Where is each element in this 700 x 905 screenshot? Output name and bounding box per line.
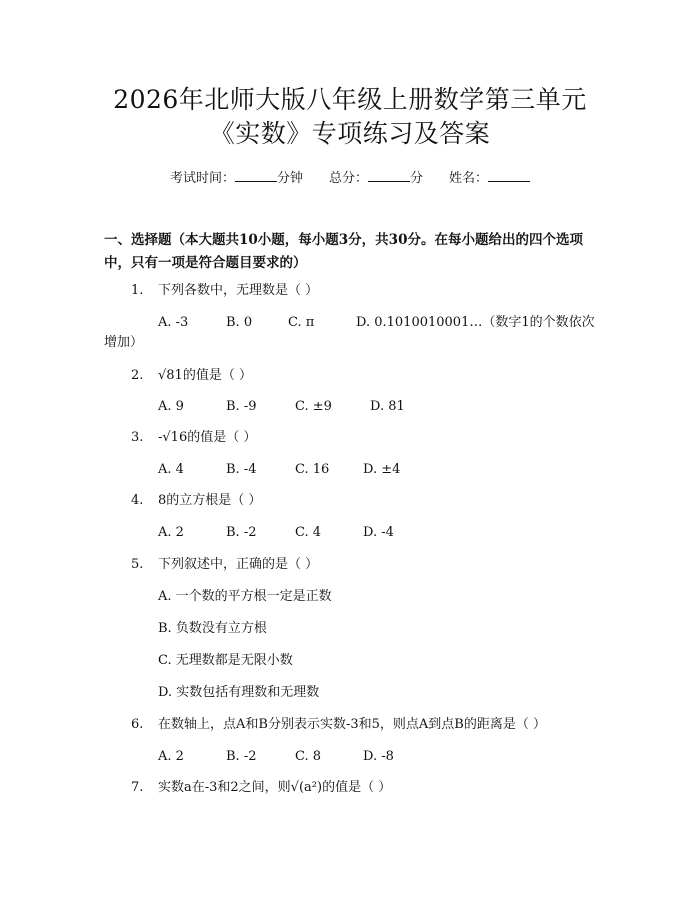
question-text: 下列各数中，无理数是（ ） [158,283,319,298]
option-c: C. ±9 [295,399,332,414]
option-d: D. -4 [363,525,394,540]
option-a: A. 9 [158,399,184,414]
question-6 [131,716,546,734]
option-a: A. 2 [158,525,184,540]
question-number: 2. [131,368,144,383]
option-d-continuation: 增加） [104,335,144,350]
option-b: B. 0 [226,315,253,330]
option-c: C. π [288,315,315,330]
question-5-option-a: A. 一个数的平方根一定是正数 [158,589,332,604]
score-label: 总分： [328,171,368,186]
question-text: √81的值是（ ） [158,368,252,383]
question-5 [131,556,318,574]
question-3 [131,429,256,447]
question-text: -√16的值是（ ） [158,430,257,445]
question-number: 7. [131,780,144,795]
question-text: 在数轴上，点A和B分别表示实数-3和5，则点A到点B的距离是（ ） [158,717,546,732]
doc-title-line1: 2026年北师大版八年级上册数学第三单元 [113,85,587,114]
name-blank [488,169,530,182]
question-text: 实数a在-3和2之间，则√(a²)的值是（ ） [158,780,392,795]
time-unit: 分钟 [276,171,303,186]
question-text: 8的立方根是（ ） [158,493,262,508]
option-c: C. 16 [295,462,330,477]
question-5-option-d: D. 实数包括有理数和无理数 [158,685,320,700]
question-5-option-c: C. 无理数都是无限小数 [158,653,293,668]
option-d: D. -8 [363,749,394,764]
question-number: 3. [131,430,144,445]
question-number: 6. [131,717,144,732]
question-number: 1. [131,283,144,298]
question-5-option-b: B. 负数没有立方根 [158,621,267,636]
option-b: B. -2 [226,749,257,764]
time-blank [235,169,277,182]
option-b: B. -2 [226,525,257,540]
option-b: B. -9 [226,399,257,414]
exam-meta [0,169,700,188]
score-blank [368,169,410,182]
option-d: D. 0.1010010001…（数字1的个数依次 [356,315,595,330]
question-7 [131,779,391,797]
option-d: D. ±4 [363,462,401,477]
doc-title-line2: 《实数》专项练习及答案 [209,119,491,148]
option-a: A. 2 [158,749,184,764]
question-1 [131,282,318,300]
score-unit: 分 [410,171,424,186]
question-number: 5. [131,557,144,572]
option-c: C. 8 [295,749,322,764]
question-text: 下列叙述中，正确的是（ ） [158,557,319,572]
option-a: A. -3 [158,315,189,330]
option-b: B. -4 [226,462,257,477]
section-heading: 一、选择题（本大题共10小题，每小题3分，共30分。在每小题给出的四个选项中，只有一项是符合题目要求的） [104,232,583,271]
question-2 [131,367,252,385]
option-c: C. 4 [295,525,322,540]
question-4 [131,492,261,510]
option-a: A. 4 [158,462,184,477]
option-d: D. 81 [370,399,405,414]
time-label: 考试时间： [169,171,235,186]
name-label: 姓名： [449,171,489,186]
question-number: 4. [131,493,144,508]
